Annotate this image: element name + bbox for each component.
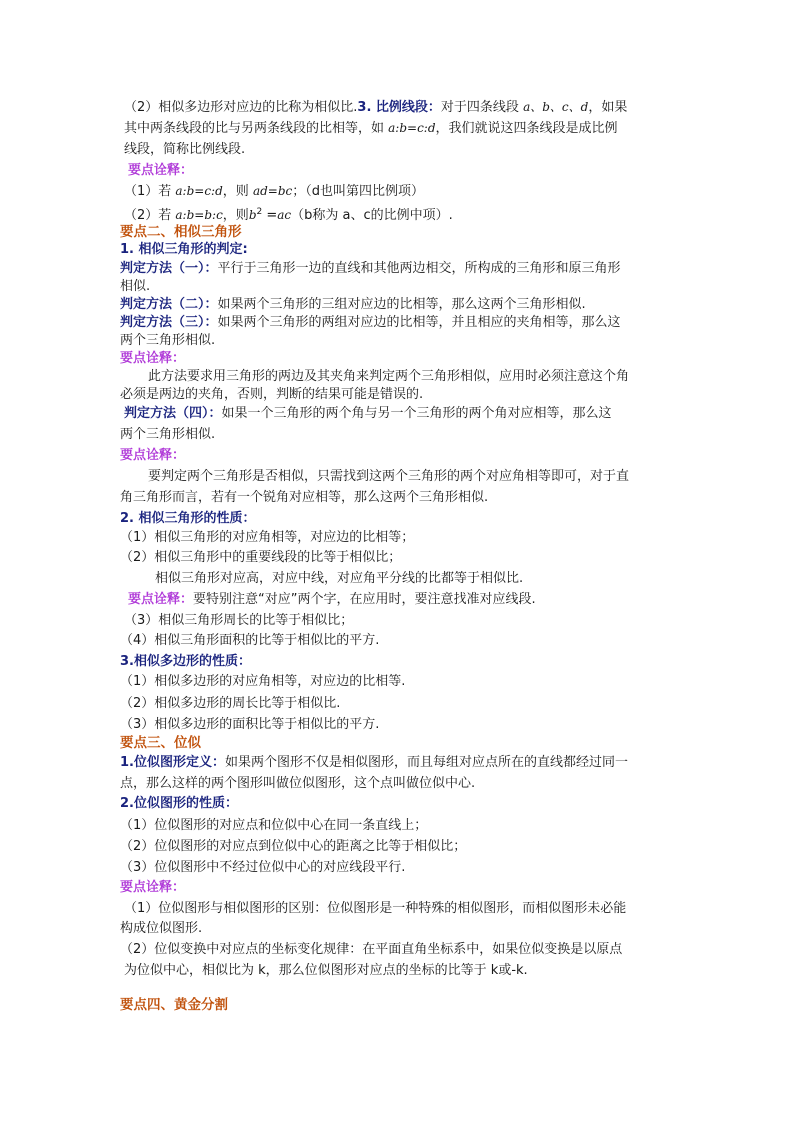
- text-line: 构成位似图形.: [120, 921, 203, 936]
- text-span: 要特别注意“对应”两个字，在应用时，要注意找准对应线段.: [193, 592, 536, 607]
- text-line: （2）位似变换中对应点的坐标变化规律：在平面直角坐标系中，如果位似变换是以原点: [120, 942, 623, 957]
- text-line: 线段，简称比例线段.: [124, 142, 246, 157]
- text-line: （1）相似多边形的对应角相等，对应边的比相等.: [120, 674, 406, 689]
- text-line: （4）相似三角形面积的比等于相似比的平方.: [120, 633, 380, 648]
- text-line: [124, 405, 669, 422]
- text-line: [124, 99, 669, 116]
- text-span: （2）若: [124, 208, 176, 223]
- text-span: （1）若: [124, 184, 176, 199]
- text-line: [124, 120, 669, 137]
- note-label: 要点诠释：: [128, 592, 194, 607]
- text-line: 两个三角形相似.: [120, 427, 216, 442]
- text-span: 如果两个三角形的三组对应边的比相等，那么这两个三角形相似.: [217, 297, 586, 312]
- text-line: （3）位似图形中不经过位似中心的对应线段平行.: [120, 860, 406, 875]
- text-line: （2）位似图形的对应点到位似中心的距离之比等于相似比；: [120, 839, 467, 854]
- text-span: 如果一个三角形的两个角与另一个三角形的两个角对应相等，那么这: [221, 406, 612, 421]
- subheading: 3. 比例线段：: [357, 100, 441, 115]
- text-span: ，则: [222, 184, 253, 199]
- text-line: （3）相似多边形的面积比等于相似比的平方.: [120, 717, 380, 732]
- subheading: 2. 相似三角形的性质：: [120, 511, 256, 526]
- subheading: 1. 相似三角形的判定:: [120, 242, 248, 257]
- text-span: ，我们就说这四条线段是成比例: [435, 121, 618, 136]
- text-line: 相似.: [120, 279, 151, 294]
- text-span: 如果两个图形不仅是相似图形，而且每组对应点所在的直线都经过同一: [224, 755, 628, 770]
- math-span: a:b=b:c: [175, 208, 223, 222]
- text-line: 角三角形而言，若有一个锐角对应相等，那么这两个三角形相似.: [120, 490, 489, 505]
- note-label: 要点诠释：: [120, 448, 186, 463]
- note-label: 要点诠释：: [128, 163, 194, 178]
- text-span: 如果两个三角形的两组对应边的比相等，并且相应的夹角相等，那么这: [217, 315, 621, 330]
- text-line: [128, 591, 673, 608]
- text-span: 其中两条线段的比与另两条线段的比相等，如: [124, 121, 389, 136]
- subheading: 1.位似图形定义：: [120, 755, 225, 770]
- section-heading: 要点二、相似三角形: [120, 224, 242, 240]
- text-line: （2）相似三角形中的重要线段的比等于相似比；: [120, 550, 402, 565]
- math-span: a:b=c:d: [175, 184, 223, 198]
- note-label: 要点诠释：: [120, 351, 186, 366]
- note-label: 要点诠释：: [120, 880, 186, 895]
- math-span: a:b=c:d: [388, 121, 436, 135]
- text-line: （2）相似多边形的周长比等于相似比.: [120, 696, 341, 711]
- text-line: [120, 296, 665, 313]
- text-line: [120, 754, 665, 771]
- text-line: 相似三角形对应高，对应中线，对应角平分线的比都等于相似比.: [155, 571, 524, 586]
- method-label: 判定方法（四）：: [124, 406, 222, 421]
- text-line: （1）位似图形的对应点和位似中心在同一条直线上；: [120, 818, 428, 833]
- math-span: b: [248, 208, 257, 222]
- text-span: =: [262, 208, 278, 223]
- text-line: 为位似中心，相似比为 k，那么位似图形对应点的坐标的比等于 k或-k.: [124, 963, 528, 978]
- text-line: （1）相似三角形的对应角相等，对应边的比相等；: [120, 530, 415, 545]
- text-line: [124, 183, 669, 200]
- text-line: 点，那么这样的两个图形叫做位似图形，这个点叫做位似中心.: [120, 776, 476, 791]
- text-line: 必须是两边的夹角，否则，判断的结果可能是错误的.: [120, 387, 424, 402]
- text-line: （1）位似图形与相似图形的区别：位似图形是一种特殊的相似图形，而相似图形未必能: [124, 901, 627, 916]
- text-line: [124, 204, 669, 224]
- math-span: ac: [277, 208, 292, 222]
- text-line: 两个三角形相似.: [120, 333, 216, 348]
- text-span: 平行于三角形一边的直线和其他两边相交，所构成的三角形和原三角形: [217, 261, 621, 276]
- text-span: （2）相似多边形对应边的比称为相似比.: [124, 100, 358, 115]
- section-heading: 要点三、位似: [120, 735, 201, 751]
- section-heading: 要点四、黄金分割: [120, 997, 228, 1013]
- text-line: 要判定两个三角形是否相似，只需找到这两个三角形的两个对应角相等即可，对于直: [148, 469, 630, 484]
- method-label: 判定方法（一）：: [120, 261, 218, 276]
- text-line: [120, 314, 665, 331]
- superscript: 2: [256, 207, 263, 217]
- method-label: 判定方法（二）：: [120, 297, 218, 312]
- text-span: ，则: [222, 208, 249, 223]
- text-span: 对于四条线段: [440, 100, 524, 115]
- text-line: 此方法要求用三角形的两边及其夹角来判定两个三角形相似，应用时必须注意这个角: [148, 369, 630, 384]
- text-line: [120, 260, 665, 277]
- text-span: （b称为 a、c的比例中项）.: [291, 208, 453, 223]
- math-span: ad=bc: [252, 184, 293, 198]
- text-line: （3）相似三角形周长的比等于相似比；: [124, 613, 354, 628]
- subheading: 3.相似多边形的性质：: [120, 654, 251, 669]
- method-label: 判定方法（三）：: [120, 315, 218, 330]
- math-span: a、b、c、d: [523, 100, 589, 114]
- text-span: ；（d也叫第四比例项）: [292, 184, 424, 199]
- text-span: ，如果: [588, 100, 628, 115]
- subheading: 2.位似图形的性质：: [120, 796, 238, 811]
